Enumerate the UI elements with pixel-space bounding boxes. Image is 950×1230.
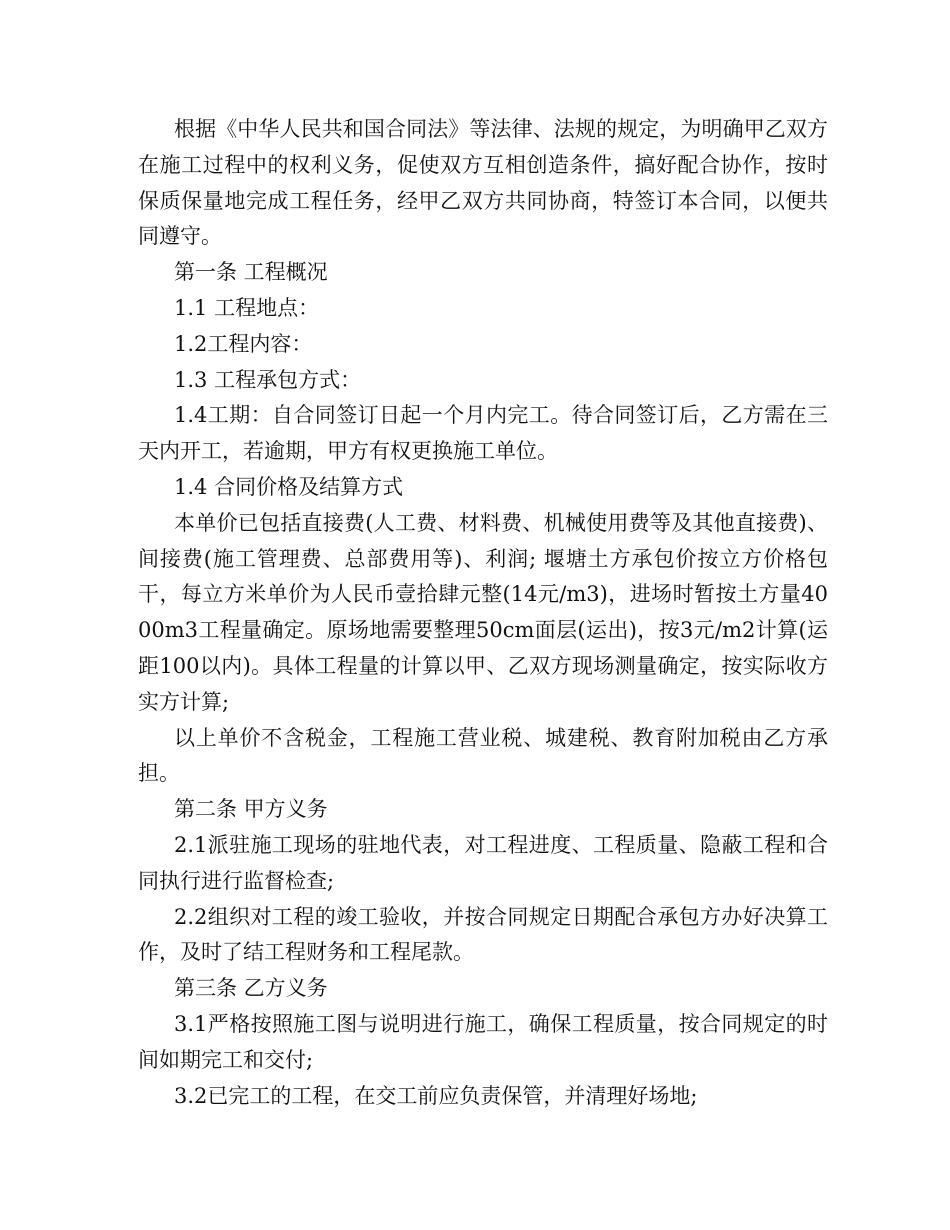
- clause-1-4-price-heading: 1.4 合同价格及结算方式: [174, 474, 404, 499]
- article-2-heading: 第二条 甲方义务: [174, 797, 328, 822]
- preamble-paragraph: 根据《中华人民共和国合同法》等法律、法规的规定，为明确甲乙双方在施工过程中的权利义务，促使双方互相创造条件，搞好配合协作，按时保质保量地完成工程任务，经甲乙双方共同协商，特签订本合同，以便共同遵守。: [138, 117, 828, 249]
- clause-2-1: 2.1派驻施工现场的驻地代表，对工程进度、工程质量、隐蔽工程和合同执行进行监督检查;: [138, 832, 828, 893]
- article-1-heading: 第一条 工程概况: [174, 260, 328, 285]
- clause-1-1: 1.1 工程地点：: [174, 295, 320, 320]
- clause-2-2: 2.2组织对工程的竣工验收，并按合同规定日期配合承包方办好决算工作，及时了结工程财务和工程尾款。: [138, 904, 828, 965]
- clause-1-3: 1.3 工程承包方式：: [174, 367, 362, 392]
- tax-paragraph: 以上单价不含税金，工程施工营业税、城建税、教育附加税由乙方承担。: [138, 725, 828, 786]
- clause-1-2: 1.2工程内容：: [174, 331, 313, 356]
- contract-document: [138, 112, 828, 1114]
- clause-3-1: 3.1严格按照施工图与说明进行施工，确保工程质量，按合同规定的时间如期完工和交付;: [138, 1011, 828, 1072]
- unit-price-paragraph: 本单价已包括直接费(人工费、材料费、机械使用费等及其他直接费)、间接费(施工管理费、总部费用等)、利润; 堰塘土方承包价按立方价格包干，每立方米单价为人民币壹拾肆元整(14元/m3)，进场时暂按土方量4000m3工程量确定。原场地需要整理50cm面层(运出)，按3元/m2计算(运距100以内)。具体工程量的计算以甲、乙双方现场测量确定，按实际收方实方计算;: [138, 510, 828, 714]
- clause-1-4-duration: 1.4工期：自合同签订日起一个月内完工。待合同签订后，乙方需在三天内开工，若逾期，甲方有权更换施工单位。: [138, 403, 828, 464]
- clause-3-2: 3.2已完工的工程，在交工前应负责保管，并清理好场地;: [174, 1083, 698, 1108]
- article-3-heading: 第三条 乙方义务: [174, 976, 328, 1001]
